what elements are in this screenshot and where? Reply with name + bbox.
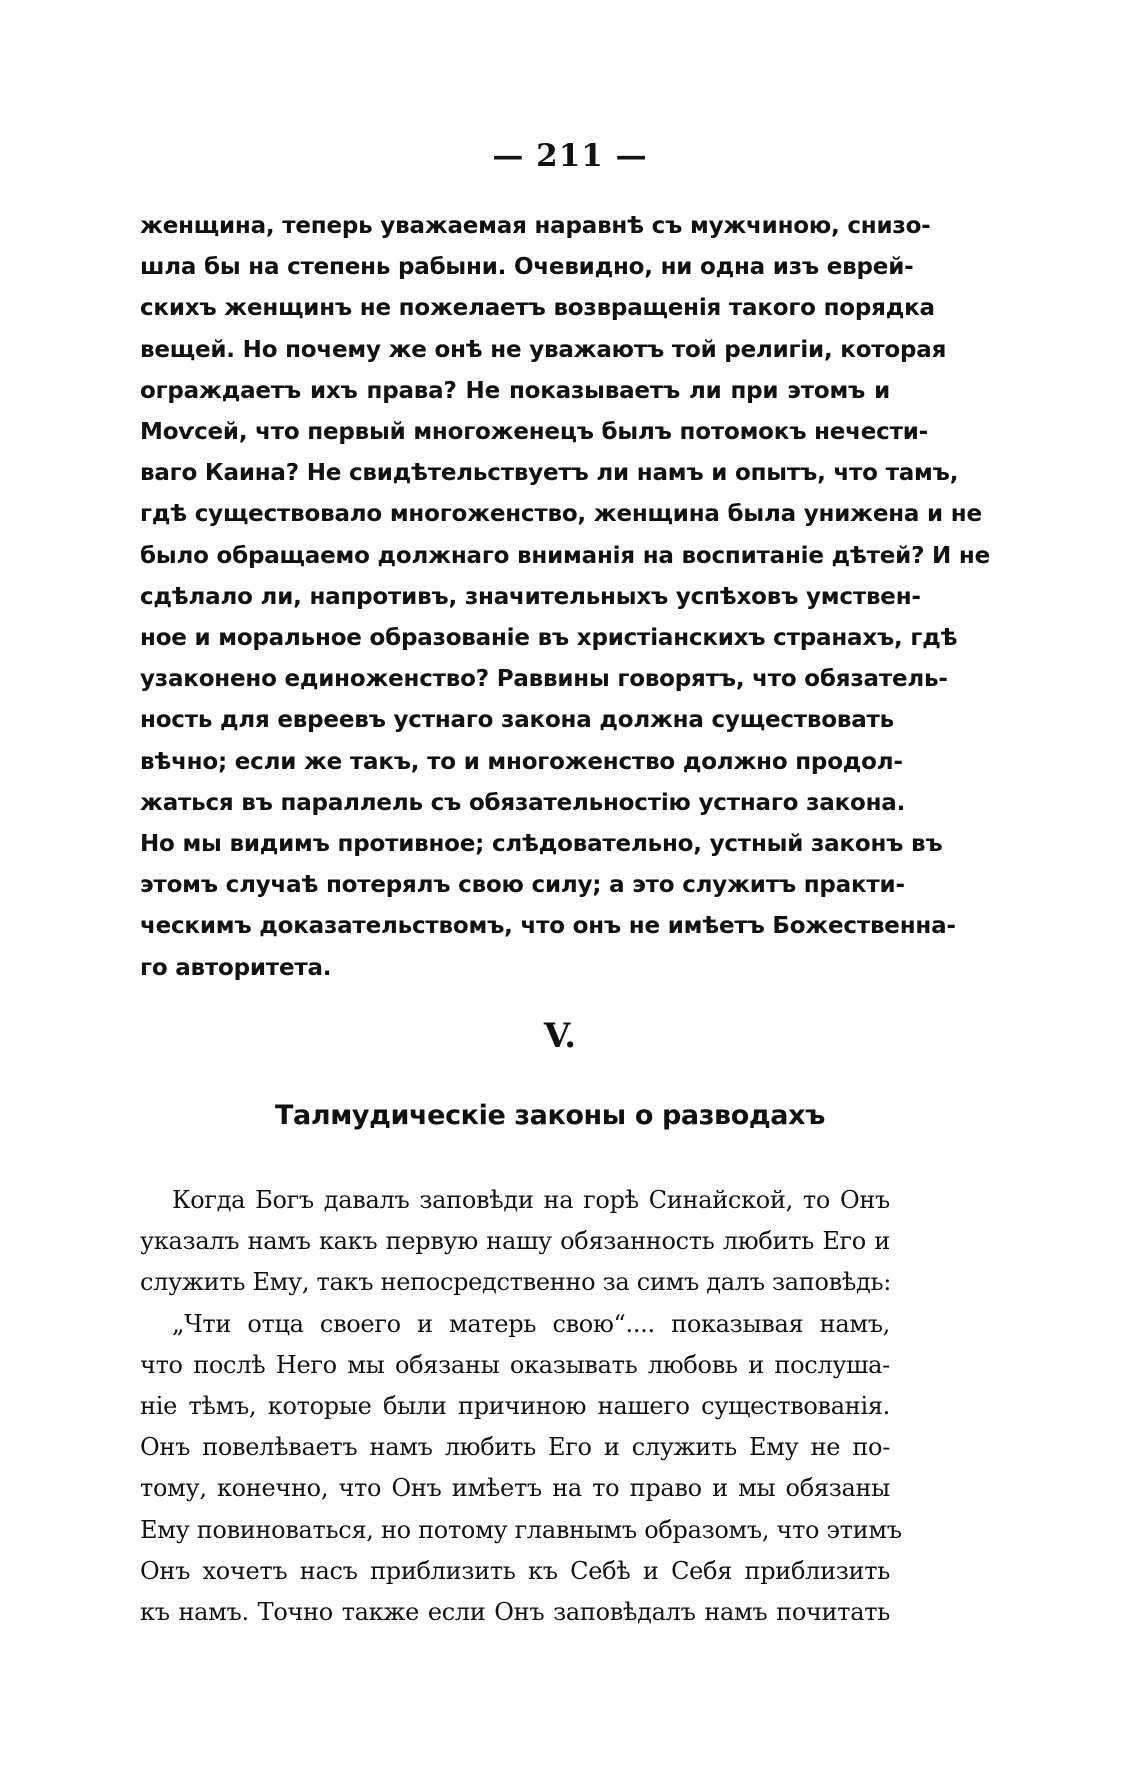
text-line: Моѵсей, что первый многоженецъ былъ потомокъ нечести- [140,419,928,446]
text-line: ограждаетъ ихъ права? Не показываетъ ли при этомъ и [140,377,890,404]
text-line: ность для евреевъ устнаго закона должна существовать [140,707,895,734]
text-line: Ему повиноваться, но потому главнымъ образомъ, что этимъ [140,1515,902,1544]
text-line: ніе тѣмъ, которые были причиною нашего существованія. [140,1392,890,1421]
text-line: было обращаемо должнаго вниманія на воспитаніе дѣтей? И не [140,542,990,569]
text-line: вещей. Но почему же онѣ не уважаютъ той религіи, которая [140,336,947,363]
text-line: женщина, теперь уважаемая наравнѣ съ мужчиною, снизо- [140,213,931,239]
text-line: жаться въ параллель съ обязательностію устнаго закона. [140,789,906,816]
text-line: служить Ему, такъ непосредственно за симъ далъ заповѣдь: [140,1268,892,1297]
text-line: узаконено единоженство? Раввины говорятъ, что обязатель- [140,666,948,693]
text-line: къ намъ. Точно также если Онъ заповѣдалъ намъ почитать [140,1598,890,1627]
text-line: тому, конечно, что Онъ имѣетъ на то право и мы обязаны [140,1474,890,1503]
paragraph-continued [140,206,990,989]
text-line: го авторитета. [140,954,332,981]
text-line: вѣчно; если же такъ, то и многоженство должно продол- [140,748,903,775]
text-line: шла бы на степень рабыни. Очевидно, ни одна изъ еврей- [140,254,914,281]
text-line: гдѣ существовало многоженство, женщина была унижена и не [140,501,982,528]
text-line: ваго Каина? Не свидѣтельствуетъ ли намъ и опытъ, что тамъ, [140,460,959,487]
text-line: Онъ хочетъ насъ приблизить къ Себѣ и Себя приблизить [140,1556,890,1585]
section-number: V. [543,1016,577,1056]
text-line: скихъ женщинъ не пожелаетъ возвращенія такого порядка [140,295,935,322]
text-line: Но мы видимъ противное; слѣдовательно, устный законъ въ [140,831,943,858]
text-line: ное и моральное образованіе въ христіанскихъ странахъ, гдѣ [140,625,958,652]
section-title: Талмудическіе законы о разводахъ [275,1100,825,1131]
text-line: указалъ намъ какъ первую нашу обязанность любить Его и [140,1227,890,1256]
paragraph-body [140,1180,902,1633]
text-line: что послѣ Него мы обязаны оказывать любовь и послуша- [140,1350,890,1379]
page-number: — 211 — [492,138,648,174]
text-line: „Чти отца своего и матерь свою“.... показывая намъ, [172,1309,890,1338]
text-line: Когда Богъ давалъ заповѣди на горѣ Синайской, то Онъ [172,1186,890,1214]
text-line: Онъ повелѣваетъ намъ любить Его и служить Ему не по- [140,1433,890,1462]
text-line: этомъ случаѣ потерялъ свою силу; а это служитъ практи- [140,872,905,899]
text-line: ческимъ доказательствомъ, что онъ не имѣетъ Божественна- [140,913,956,940]
text-line: сдѣлало ли, напротивъ, значительныхъ успѣховъ умствен- [140,583,921,610]
